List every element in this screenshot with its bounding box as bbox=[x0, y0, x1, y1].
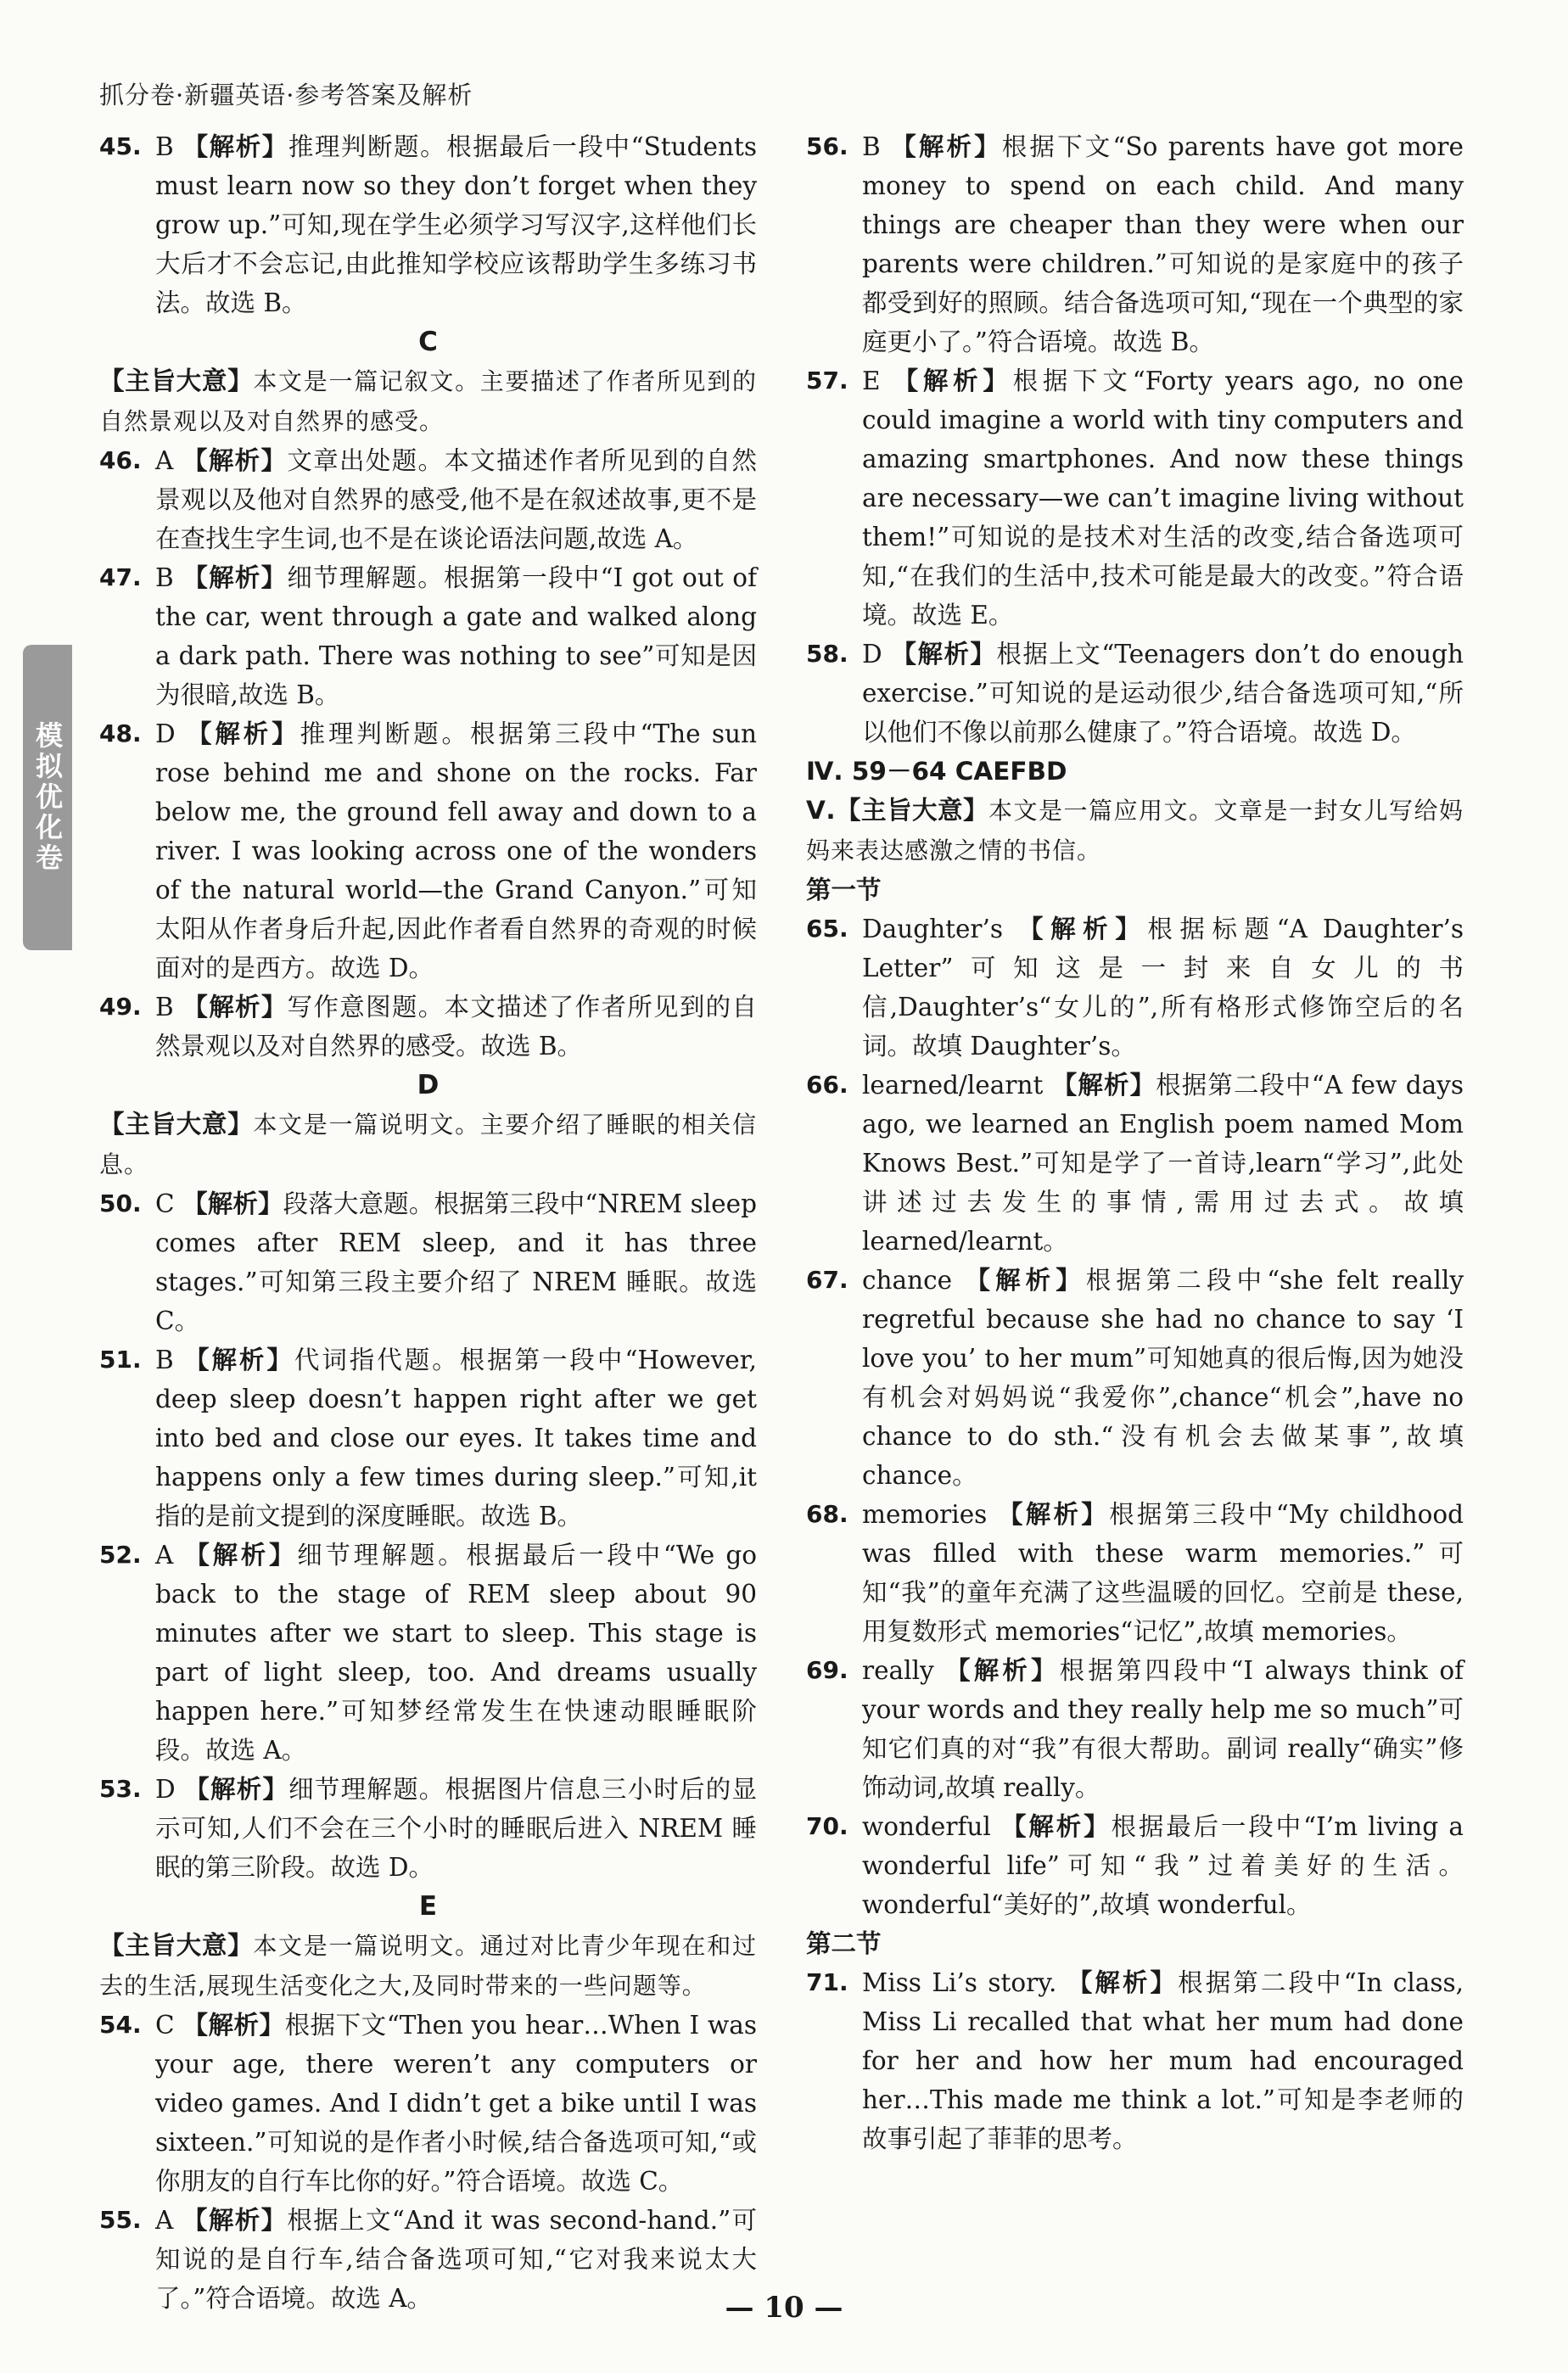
analysis-tag: 【解析】 bbox=[891, 132, 1002, 161]
analysis-text: 文章出处题。本文描述作者所见到的自然景观以及他对自然界的感受,他不是在叙述故事,更不是在查找生字生词,也不是在谈论语法问题,故选 A。 bbox=[155, 446, 757, 553]
analysis-text: 根据第二段中“A few days ago, we learned an English poem named Mom Knows Best.”可知是学了一首诗,learn“学习”,此处讲述过去发生的事情,需用过去式。故填 learned/learnt。 bbox=[862, 1071, 1464, 1256]
question-number: 50. bbox=[99, 1189, 142, 1217]
question-number: 47. bbox=[99, 563, 142, 591]
question-number: 71. bbox=[806, 1968, 848, 1996]
answer-key: B bbox=[155, 132, 183, 161]
analysis-text: 根据第二段中“she felt really regretful because she had no chance to say ‘I love you’ to her mum”可知她真的很后悔,因为她没有机会对妈妈说“我爱你”,chance“机会”,have no chance to do sth.“没有机会去做某事”,故填 chance。 bbox=[862, 1266, 1464, 1490]
analysis-tag: 【解析】 bbox=[182, 446, 288, 475]
main-idea-text: 本文是一篇记叙文。主要描述了作者所见到的自然景观以及对自然界的感受。 bbox=[99, 367, 757, 435]
answer-entry bbox=[99, 988, 757, 1066]
main-idea-block bbox=[99, 361, 757, 441]
side-tab bbox=[23, 645, 72, 950]
passage-letter: C bbox=[418, 327, 438, 357]
answer-key: Daughter’s bbox=[862, 915, 1019, 943]
analysis-text: 推理判断题。根据第三段中“The sun rose behind me and shone on the rocks. Far below me, the ground fell away and down to a river. I was looking across one of the wonders of the natural world—the Grand Canyon.”可知太阳从作者身后升起,因此作者看自然界的奇观的时候面对的是西方。故选 D。 bbox=[155, 719, 757, 982]
question-number: 48. bbox=[99, 719, 142, 747]
main-idea-block bbox=[99, 1926, 757, 2006]
answer-key: D bbox=[155, 1775, 185, 1804]
analysis-text: 根据上文“And it was second-hand.”可知说的是自行车,结合备选项可知,“它对我来说太大了。”符合语境。故选 A。 bbox=[155, 2206, 757, 2313]
question-number: 67. bbox=[806, 1266, 848, 1294]
answer-key: wonderful bbox=[862, 1812, 1002, 1841]
analysis-tag: 【解析】 bbox=[997, 1500, 1110, 1529]
right-column bbox=[806, 127, 1464, 2158]
answer-key: A bbox=[155, 1541, 185, 1570]
answer-key: chance bbox=[862, 1266, 966, 1295]
answer-key: B bbox=[155, 1346, 185, 1374]
analysis-text: 根据最后一段中“I’m living a wonderful life”可知“我”过着美好的生活。wonderful“美好的”,故填 wonderful。 bbox=[862, 1812, 1464, 1919]
analysis-tag: 【解析】 bbox=[182, 1189, 283, 1218]
answer-entry bbox=[99, 1184, 757, 1340]
analysis-text: 根据下文“So parents have got more money to spend on each child. And many things are cheaper than they were when our parents were children.”可知说的是家庭中的孩子都受到好的照顾。结合备选项可知,“现在一个典型的家庭更小了。”符合语境。故选 B。 bbox=[862, 132, 1464, 356]
analysis-text: 根据标题“A Daughter’s Letter”可知这是一封来自女儿的书信,Daughter’s“女儿的”,所有格形式修饰空后的名词。故填 Daughter’s。 bbox=[862, 915, 1464, 1061]
answer-entry bbox=[806, 1261, 1464, 1495]
answer-entry bbox=[806, 361, 1464, 635]
answer-entry bbox=[99, 1340, 757, 1536]
answer-key: learned/learnt bbox=[862, 1071, 1052, 1100]
answer-key: B bbox=[862, 132, 892, 161]
analysis-tag: 【解析】 bbox=[1051, 1071, 1156, 1100]
answer-key: memories bbox=[862, 1500, 998, 1529]
answer-entry bbox=[806, 1651, 1464, 1807]
side-tab-label: 模拟优化卷 bbox=[31, 721, 64, 874]
page-header: 抓分卷·新疆英语·参考答案及解析 bbox=[99, 81, 473, 109]
analysis-tag: 【解析】 bbox=[182, 2206, 288, 2235]
answer-key: C bbox=[155, 2011, 183, 2040]
analysis-tag: 【解析】 bbox=[945, 1656, 1060, 1685]
analysis-tag: 【解析】 bbox=[182, 132, 288, 161]
analysis-tag: 【解析】 bbox=[182, 993, 288, 1021]
question-number: 70. bbox=[806, 1812, 848, 1840]
answer-entry bbox=[99, 714, 757, 988]
main-idea-text: 本文是一篇说明文。主要介绍了睡眠的相关信息。 bbox=[99, 1111, 757, 1178]
question-number: 53. bbox=[99, 1775, 142, 1803]
question-number: 49. bbox=[99, 993, 142, 1021]
analysis-text: 推理判断题。根据最后一段中“Students must learn now so they don’t forget when they grow up.”可知,现在学生必须学习写汉字,这样他们长大后才不会忘记,由此推知学校应该帮助学生多练习书法。故选 B。 bbox=[155, 132, 757, 317]
analysis-text: 根据第四段中“I always think of your words and they really help me so much”可知它们真的对“我”有很大帮助。副词 really“确实”修饰动词,故填 really。 bbox=[862, 1656, 1464, 1802]
question-number: 57. bbox=[806, 367, 848, 395]
answer-entry bbox=[99, 127, 757, 322]
analysis-tag: 【解析】 bbox=[182, 563, 288, 592]
analysis-tag: 【解析】 bbox=[891, 640, 997, 669]
answer-key: A bbox=[155, 446, 183, 475]
main-idea-text: 本文是一篇说明文。通过对比青少年现在和过去的生活,展现生活变化之大,及同时带来的一些问题等。 bbox=[99, 1932, 757, 2000]
question-number: 45. bbox=[99, 132, 142, 160]
section-title: 第二节 bbox=[806, 1929, 882, 1958]
answer-entry bbox=[806, 1963, 1464, 2158]
question-number: 68. bbox=[806, 1500, 848, 1528]
answer-entry bbox=[806, 1066, 1464, 1261]
answer-entry bbox=[99, 558, 757, 714]
answer-key: B bbox=[155, 563, 183, 592]
answer-key: B bbox=[155, 993, 183, 1021]
analysis-tag: 【解析】 bbox=[1067, 1968, 1179, 1997]
question-number: 54. bbox=[99, 2011, 142, 2039]
passage-letter: E bbox=[418, 1891, 438, 1922]
answer-key: C bbox=[155, 1189, 183, 1218]
question-number: 56. bbox=[806, 132, 848, 160]
analysis-tag: 【解析】 bbox=[184, 1346, 294, 1374]
analysis-tag: 【解析】 bbox=[184, 1541, 298, 1570]
answer-entry bbox=[99, 1536, 757, 1770]
analysis-text: 细节理解题。根据图片信息三小时后的显示可知,人们不会在三个小时的睡眠后进入 NREM 睡眠的第三阶段。故选 D。 bbox=[155, 1775, 757, 1882]
analysis-tag: 【解析】 bbox=[965, 1266, 1086, 1295]
main-idea-tag: 【主旨大意】 bbox=[835, 796, 989, 825]
answer-entry bbox=[806, 1495, 1464, 1651]
main-idea-tag: 【主旨大意】 bbox=[99, 1931, 254, 1960]
answer-entry bbox=[99, 1770, 757, 1887]
main-idea-tag: 【主旨大意】 bbox=[99, 1110, 254, 1139]
analysis-text: 根据下文“Forty years ago, no one could imagine a world with tiny computers and amazing smartphones. And now these things are necessary—we can’t imagine living without them!”可知说的是技术对生活的改变,结合备选项可知,“在我们的生活中,技术可能是最大的改变。”符合语境。故选 E。 bbox=[862, 367, 1464, 630]
analysis-tag: 【解析】 bbox=[893, 367, 1013, 395]
analysis-tag: 【解析】 bbox=[186, 719, 300, 748]
answer-entry bbox=[806, 635, 1464, 752]
analysis-text: 写作意图题。本文描述了作者所见到的自然景观以及对自然界的感受。故选 B。 bbox=[155, 993, 757, 1061]
analysis-text: 根据第三段中“My childhood was filled with these warm memories.”可知“我”的童年充满了这些温暖的回忆。空前是 these,用复数形式 memories“记忆”,故填 memories。 bbox=[862, 1500, 1464, 1646]
answer-entry bbox=[806, 909, 1464, 1066]
section-title: 第一节 bbox=[806, 876, 882, 904]
left-column bbox=[99, 127, 757, 2318]
answer-entry bbox=[99, 441, 757, 558]
answer-key: Miss Li’s story. bbox=[862, 1968, 1067, 1997]
passage-letter: D bbox=[417, 1070, 440, 1100]
analysis-tag: 【解析】 bbox=[1001, 1812, 1112, 1841]
section-prefix: Ⅴ. bbox=[806, 796, 836, 825]
answer-key: E bbox=[862, 367, 893, 395]
question-number: 66. bbox=[806, 1071, 848, 1099]
question-number: 65. bbox=[806, 915, 848, 943]
answer-entry bbox=[806, 1807, 1464, 1924]
analysis-text: 根据第二段中“In class, Miss Li recalled that what her mum had done for her and how her mum had encouraged her…This made me think a lot.”可知是李老师的故事引起了菲菲的思考。 bbox=[862, 1968, 1464, 2153]
analysis-text: 段落大意题。根据第三段中“NREM sleep comes after REM sleep, and it has three stages.”可知第三段主要介绍了 NREM 睡眠。故选 C。 bbox=[155, 1189, 757, 1335]
analysis-tag: 【解析】 bbox=[182, 2011, 285, 2040]
question-number: 55. bbox=[99, 2206, 142, 2234]
main-idea-text: 本文是一篇应用文。文章是一封女儿写给妈妈来表达感激之情的书信。 bbox=[806, 797, 1464, 865]
question-number: 51. bbox=[99, 1346, 142, 1374]
analysis-text: 细节理解题。根据第一段中“I got out of the car, went through a gate and walked along a dark path. There was nothing to see”可知是因为很暗,故选 B。 bbox=[155, 563, 757, 709]
answer-entry bbox=[806, 127, 1464, 361]
page-number: — 10 — bbox=[725, 2291, 843, 2325]
question-number: 69. bbox=[806, 1656, 848, 1684]
answer-entry bbox=[99, 2006, 757, 2201]
question-number: 46. bbox=[99, 446, 142, 474]
analysis-tag: 【解析】 bbox=[1018, 915, 1148, 943]
answer-key: D bbox=[155, 719, 187, 748]
answer-key: D bbox=[862, 640, 892, 669]
analysis-text: 细节理解题。根据最后一段中“We go back to the stage of REM sleep about 90 minutes after we start to sleep. This stage is part of light sleep, too. And dreams usually happen here.”可知梦经常发生在快速动眼睡眠阶段。故选 A。 bbox=[155, 1541, 757, 1765]
analysis-text: 代词指代题。根据第一段中“However, deep sleep doesn’t happen right after we get into bed and close our eyes. It takes time and happens only a few times during sleep.”可知,it 指的是前文提到的深度睡眠。故选 B。 bbox=[155, 1346, 757, 1531]
analysis-text: 根据上文“Teenagers don’t do enough exercise.”可知说的是运动很少,结合备选项可知,“所以他们不像以前那么健康了。”符合语境。故选 D。 bbox=[862, 640, 1464, 747]
main-idea-tag: 【主旨大意】 bbox=[99, 367, 254, 395]
answer-key: A bbox=[155, 2206, 183, 2235]
question-number: 58. bbox=[806, 640, 848, 668]
main-idea-block bbox=[806, 791, 1464, 870]
main-idea-block bbox=[99, 1105, 757, 1184]
analysis-tag: 【解析】 bbox=[184, 1775, 289, 1804]
answer-key: really bbox=[862, 1656, 946, 1685]
analysis-text: 根据下文“Then you hear…When I was your age, there weren’t any computers or video games. And I didn’t get a bike until I was sixteen.”可知说的是作者小时候,结合备选项可知,“或你朋友的自行车比你的好。”符合语境。故选 C。 bbox=[155, 2011, 757, 2196]
question-number: 52. bbox=[99, 1541, 142, 1569]
answer-sequence: Ⅳ. 59－64 CAEFBD bbox=[806, 757, 1067, 786]
